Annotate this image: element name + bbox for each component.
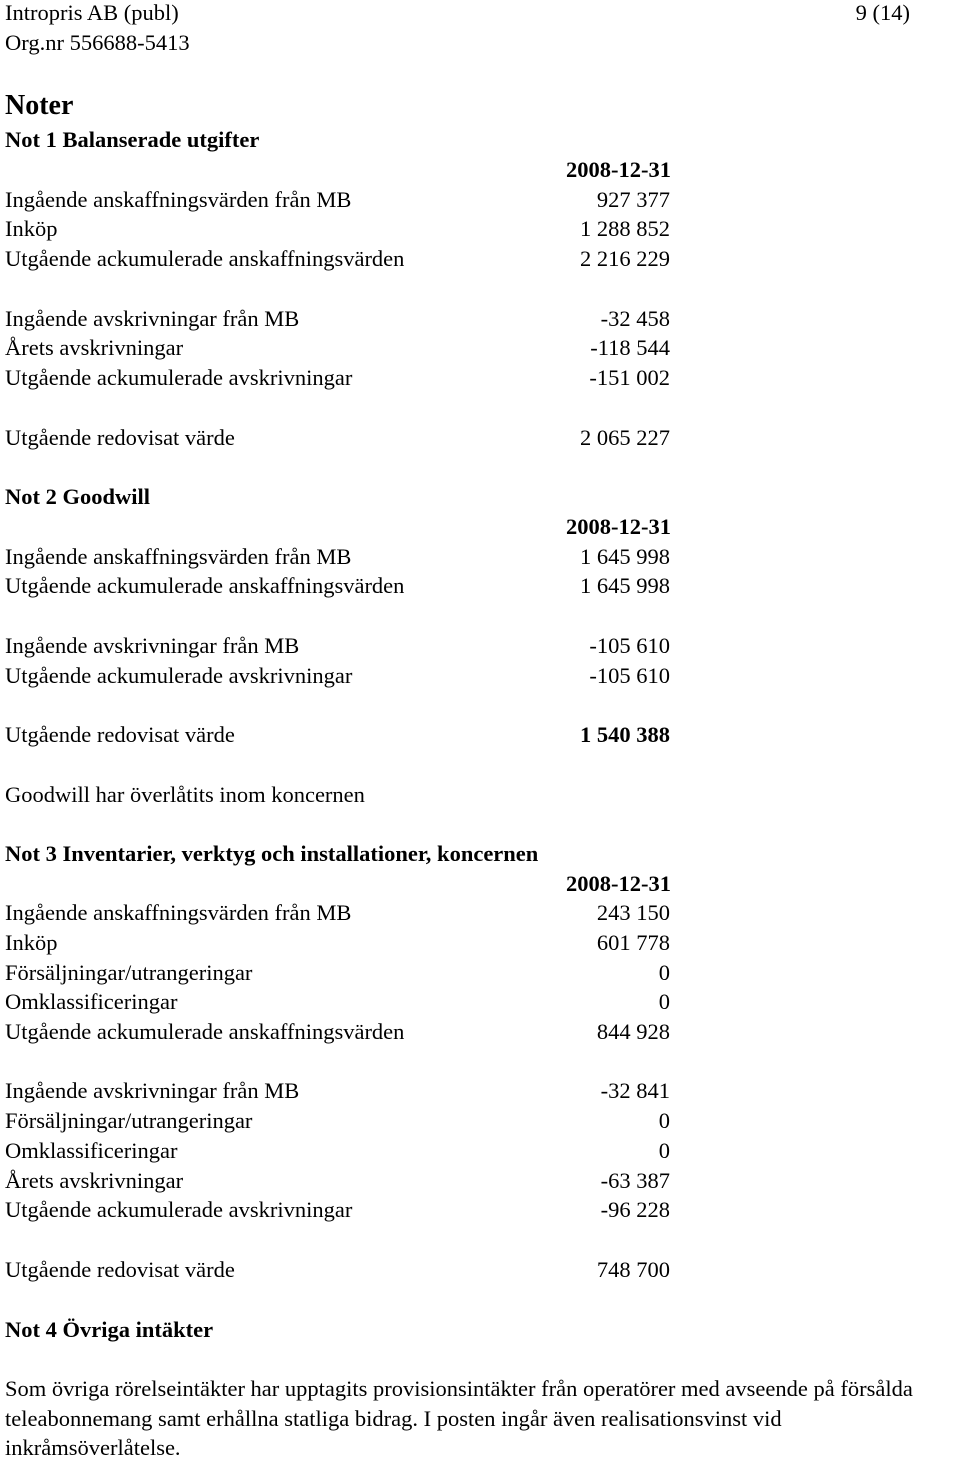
row-label: Årets avskrivningar xyxy=(5,335,184,360)
row-value: -63 387 xyxy=(600,1168,670,1193)
table-row xyxy=(5,306,675,332)
table-row xyxy=(5,1197,675,1223)
row-label: Ingående avskrivningar från MB xyxy=(5,1078,300,1103)
row-value: 1 540 388 xyxy=(580,722,670,747)
row-value: 2 065 227 xyxy=(580,425,670,450)
row-value: -105 610 xyxy=(589,663,670,688)
note-4-text: Som övriga rörelseintäkter har upptagits provisionsintäkter från operatörer med avseende på försålda teleabonnemang samt erhållna statliga bidrag. I posten ingår även realisationsvinst vid inkråmsöverlåtelse. xyxy=(5,1376,913,1460)
table-row xyxy=(5,216,675,242)
note-2-date: 2008-12-31 xyxy=(566,514,671,539)
row-value: 601 778 xyxy=(596,930,670,955)
row-value: -151 002 xyxy=(589,365,670,390)
table-row xyxy=(5,1168,675,1194)
row-label: Utgående redovisat värde xyxy=(5,425,235,450)
org-number: Org.nr 556688-5413 xyxy=(5,30,190,55)
row-label: Ingående anskaffningsvärden från MB xyxy=(5,900,352,925)
table-row xyxy=(5,246,675,272)
page-number: 9 (14) xyxy=(855,0,910,25)
row-label: Ingående avskrivningar från MB xyxy=(5,633,300,658)
row-label: Ingående anskaffningsvärden från MB xyxy=(5,544,352,569)
row-label: Utgående ackumulerade anskaffningsvärden xyxy=(5,246,405,271)
table-row xyxy=(5,960,675,986)
note-4-heading: Not 4 Övriga intäkter xyxy=(5,1317,214,1342)
note-2-comment: Goodwill har överlåtits inom koncernen xyxy=(5,782,365,807)
table-row xyxy=(5,1108,675,1134)
row-value: 2 216 229 xyxy=(580,246,670,271)
row-value: -105 610 xyxy=(589,633,670,658)
table-row xyxy=(5,722,675,748)
note-3-heading: Not 3 Inventarier, verktyg och installationer, koncernen xyxy=(5,841,539,866)
row-label: Omklassificeringar xyxy=(5,989,178,1014)
row-value: 243 150 xyxy=(596,900,670,925)
table-row xyxy=(5,187,675,213)
row-label: Inköp xyxy=(5,930,58,955)
row-value: 1 645 998 xyxy=(580,544,670,569)
table-row xyxy=(5,930,675,956)
row-value: 748 700 xyxy=(596,1257,670,1282)
row-label: Utgående ackumulerade avskrivningar xyxy=(5,365,353,390)
row-label: Utgående ackumulerade anskaffningsvärden xyxy=(5,1019,405,1044)
note-3-date: 2008-12-31 xyxy=(566,871,671,896)
row-label: Utgående ackumulerade anskaffningsvärden xyxy=(5,573,405,598)
row-label: Utgående redovisat värde xyxy=(5,1257,235,1282)
table-row xyxy=(5,989,675,1015)
row-label: Ingående anskaffningsvärden från MB xyxy=(5,187,352,212)
table-row xyxy=(5,335,675,361)
table-row xyxy=(5,1078,675,1104)
row-value: 0 xyxy=(658,989,670,1014)
row-label: Utgående ackumulerade avskrivningar xyxy=(5,1197,353,1222)
row-label: Årets avskrivningar xyxy=(5,1168,184,1193)
row-label: Utgående redovisat värde xyxy=(5,722,235,747)
table-row xyxy=(5,1138,675,1164)
row-value: 844 928 xyxy=(596,1019,670,1044)
row-value: 1 288 852 xyxy=(580,216,670,241)
row-label: Utgående ackumulerade avskrivningar xyxy=(5,663,353,688)
table-row xyxy=(5,365,675,391)
row-value: 0 xyxy=(658,1108,670,1133)
table-row xyxy=(5,663,675,689)
table-row xyxy=(5,1019,675,1045)
note-1-heading: Not 1 Balanserade utgifter xyxy=(5,127,260,152)
row-value: 0 xyxy=(658,960,670,985)
row-value: 0 xyxy=(658,1138,670,1163)
company-name: Intropris AB (publ) xyxy=(5,0,179,25)
row-label: Försäljningar/utrangeringar xyxy=(5,960,253,985)
row-value: -32 458 xyxy=(600,306,670,331)
note-1-date: 2008-12-31 xyxy=(566,157,671,182)
row-value: -118 544 xyxy=(590,335,670,360)
row-value: 927 377 xyxy=(596,187,670,212)
row-value: -96 228 xyxy=(600,1197,670,1222)
row-value: 1 645 998 xyxy=(580,573,670,598)
table-row xyxy=(5,900,675,926)
page-title: Noter xyxy=(5,90,74,121)
row-label: Omklassificeringar xyxy=(5,1138,178,1163)
row-value: -32 841 xyxy=(600,1078,670,1103)
table-row xyxy=(5,425,675,451)
row-label: Försäljningar/utrangeringar xyxy=(5,1108,253,1133)
row-label: Inköp xyxy=(5,216,58,241)
table-row xyxy=(5,1257,675,1283)
table-row xyxy=(5,633,675,659)
row-label: Ingående avskrivningar från MB xyxy=(5,306,300,331)
table-row xyxy=(5,544,675,570)
note-2-heading: Not 2 Goodwill xyxy=(5,484,151,509)
table-row xyxy=(5,573,675,599)
